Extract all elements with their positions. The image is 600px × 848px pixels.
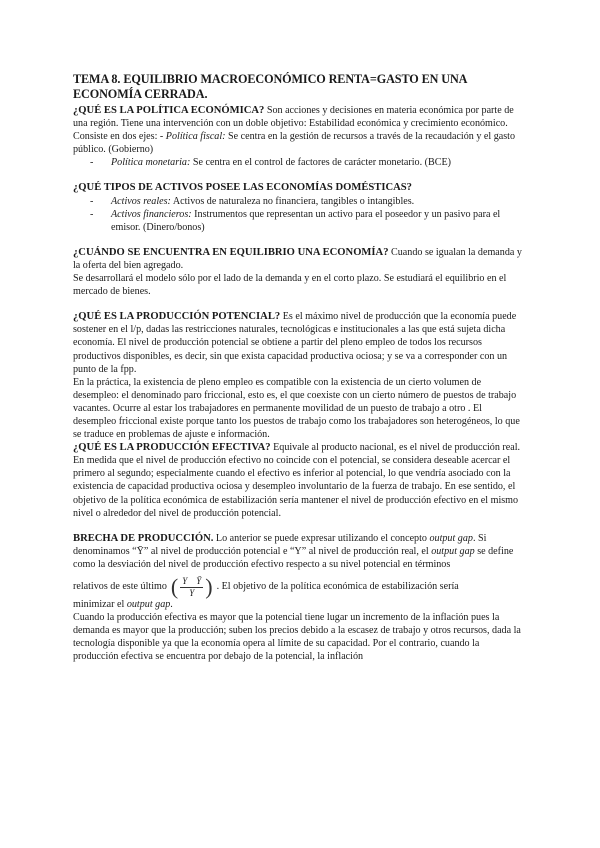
term-output-gap: output gap (126, 599, 171, 610)
minimizar-line: minimizar el output gap. (73, 599, 173, 610)
formula-lead-text: relativos de este último (73, 581, 167, 593)
minimizar-text: minimizar el (73, 599, 127, 610)
pleno-empleo-paragraph: En la práctica, la existencia de pleno empleo es compatible con la existencia de un cierto volumen de desempleo: el denominado paro friccional, esto es, el que coexiste con un cierto número de puestos de trabajo vacantes. Ocurre al estar los trabajadores en permanente movilidad de un puesto de trabajo a otro . El desempleo friccional existe porque tanto los puestos de trabajo como los trabajadores son heterogéneos, lo que se traduce en problemas de ajuste e información. (73, 376, 520, 441)
formula-open-paren: ( (170, 574, 179, 599)
question-produccion-efectiva: ¿QUÉ ES LA PRODUCCIÓN EFECTIVA? (73, 442, 271, 454)
formula-close-paren: ) (205, 574, 213, 599)
inflacion-paragraph: Cuando la producción efectiva es mayor que la potencial tiene lugar un incremento de la inflación pues la demanda es mayor que la producción; suben los precios debido a la escasez de trabajo y otros recursos, dada la tecnología disponible ya que la economía opera al límite de su capacidad. Por el contrario, cuando la producción efectiva se encuentra por debajo de la potencial, la inflación (73, 612, 521, 663)
activos-list (73, 195, 524, 234)
dash-bullet: - (90, 157, 94, 169)
term-politica-monetaria: Política monetaria: (111, 157, 191, 169)
produccion-efectiva-paragraph: ¿QUÉ ES LA PRODUCCIÓN EFECTIVA? Equivale al producto nacional, es el nivel de producción real. En medida que el nivel de producción efectivo no coincide con el potencial, se considera deseable acercar el primero al segundo; especialmente cuando el efectivo es inferior al potencial, lo que vendría asociado con la existencia de capacidad productiva ociosa y desempleo involuntario de la fuerza de trabajo. En ese sentido, el objetivo de la política económica de estabilización sería mantener el nivel de producción efectivo en el mismo nivel o alrededor del nivel de producción potencial. (73, 442, 521, 519)
formula-line (73, 576, 524, 598)
list-item: - Política monetaria: Se centra en el control de factores de carácter monetario. (BCE) (90, 157, 451, 169)
question-politica-economica: ¿QUÉ ES LA POLÍTICA ECONÓMICA? (73, 105, 265, 116)
formula-fraction (178, 577, 205, 598)
dash-bullet: - (90, 195, 94, 207)
term-activos-reales: Activos reales: (111, 195, 171, 207)
formula-numerator: Y Ȳ (182, 575, 202, 586)
term-politica-fiscal: Política fiscal: (165, 131, 226, 143)
question-equilibrio: ¿CUÁNDO SE ENCUENTRA EN EQUILIBRIO UNA ECONOMÍA? (73, 246, 389, 258)
produccion-potencial-paragraph: ¿QUÉ ES LA PRODUCCIÓN POTENCIAL? Es el máximo nivel de producción que la economía puede sostener en el l/p, dadas las restricciones naturales, tecnológicas e institucionales a las que está sujeta dicha economía. El nivel de producción potencial se obtiene a partir del pleno empleo de todos los recursos productivos disponibles, es decir, sin que exista capacidad productiva ociosa; y se va a corresponder con un punto de la fpp. (73, 311, 517, 375)
equilibrio-paragraph-2: Se desarrollará el modelo sólo por el lado de la demanda y en el corto plazo. Se estudiará el equilibrio en el mercado de bienes. (73, 273, 507, 298)
question-tipos-activos: ¿QUÉ TIPOS DE ACTIVOS POSEE LAS ECONOMÍAS DOMÉSTICAS? (73, 182, 412, 194)
formula-trail-text: . El objetivo de la política económica de estabilización sería (216, 581, 459, 593)
dash-bullet: - (90, 208, 94, 220)
list-item: - Activos financieros: Instrumentos que representan un activo para el poseedor y un pasivo para el emisor. (Dinero/bonos) (90, 208, 501, 233)
output-gap-formula (171, 576, 213, 598)
term-output-gap: output gap (429, 532, 473, 544)
heading-brecha-produccion: BRECHA DE PRODUCCIÓN. (73, 532, 214, 544)
formula-denominator: Y (189, 587, 195, 598)
term-activos-financieros: Activos financieros: (111, 208, 192, 220)
activos-heading-paragraph (73, 181, 524, 194)
list-item: - Activos reales: Activos de naturaleza no financiera, tangibles o intangibles. (90, 195, 415, 207)
document-title: TEMA 8. EQUILIBRIO MACROECONÓMICO RENTA=GASTO EN UNA ECONOMÍA CERRADA. (73, 72, 467, 101)
equilibrio-paragraph: ¿CUÁNDO SE ENCUENTRA EN EQUILIBRIO UNA ECONOMÍA? Cuando se igualan la demanda y la oferta del bien agregado. (73, 246, 522, 271)
question-produccion-potencial: ¿QUÉ ES LA PRODUCCIÓN POTENCIAL? (73, 311, 281, 323)
politica-economica-paragraph: ¿QUÉ ES LA POLÍTICA ECONÓMICA? Son acciones y decisiones en materia económica por parte de una región. Tiene una intervención con un doble objetivo: Estabilidad económica y crecimiento económico. (73, 105, 514, 130)
ejes-paragraph: Consiste en dos ejes: - Política fiscal: Se centra en la gestión de recursos a través de la recaudación y el gasto público. (Gobierno) (73, 131, 516, 156)
brecha-paragraph: BRECHA DE PRODUCCIÓN. Lo anterior se puede expresar utilizando el concepto output gap. Si denominamos “Ȳ” al nivel de producción potencial e “Y” al nivel de producción real, el output gap se define como la desviación del nivel de producción efectivo respecto a su nivel potencial en términos (73, 532, 514, 570)
term-output-gap: output gap (431, 545, 475, 557)
ejes-list (73, 156, 524, 169)
